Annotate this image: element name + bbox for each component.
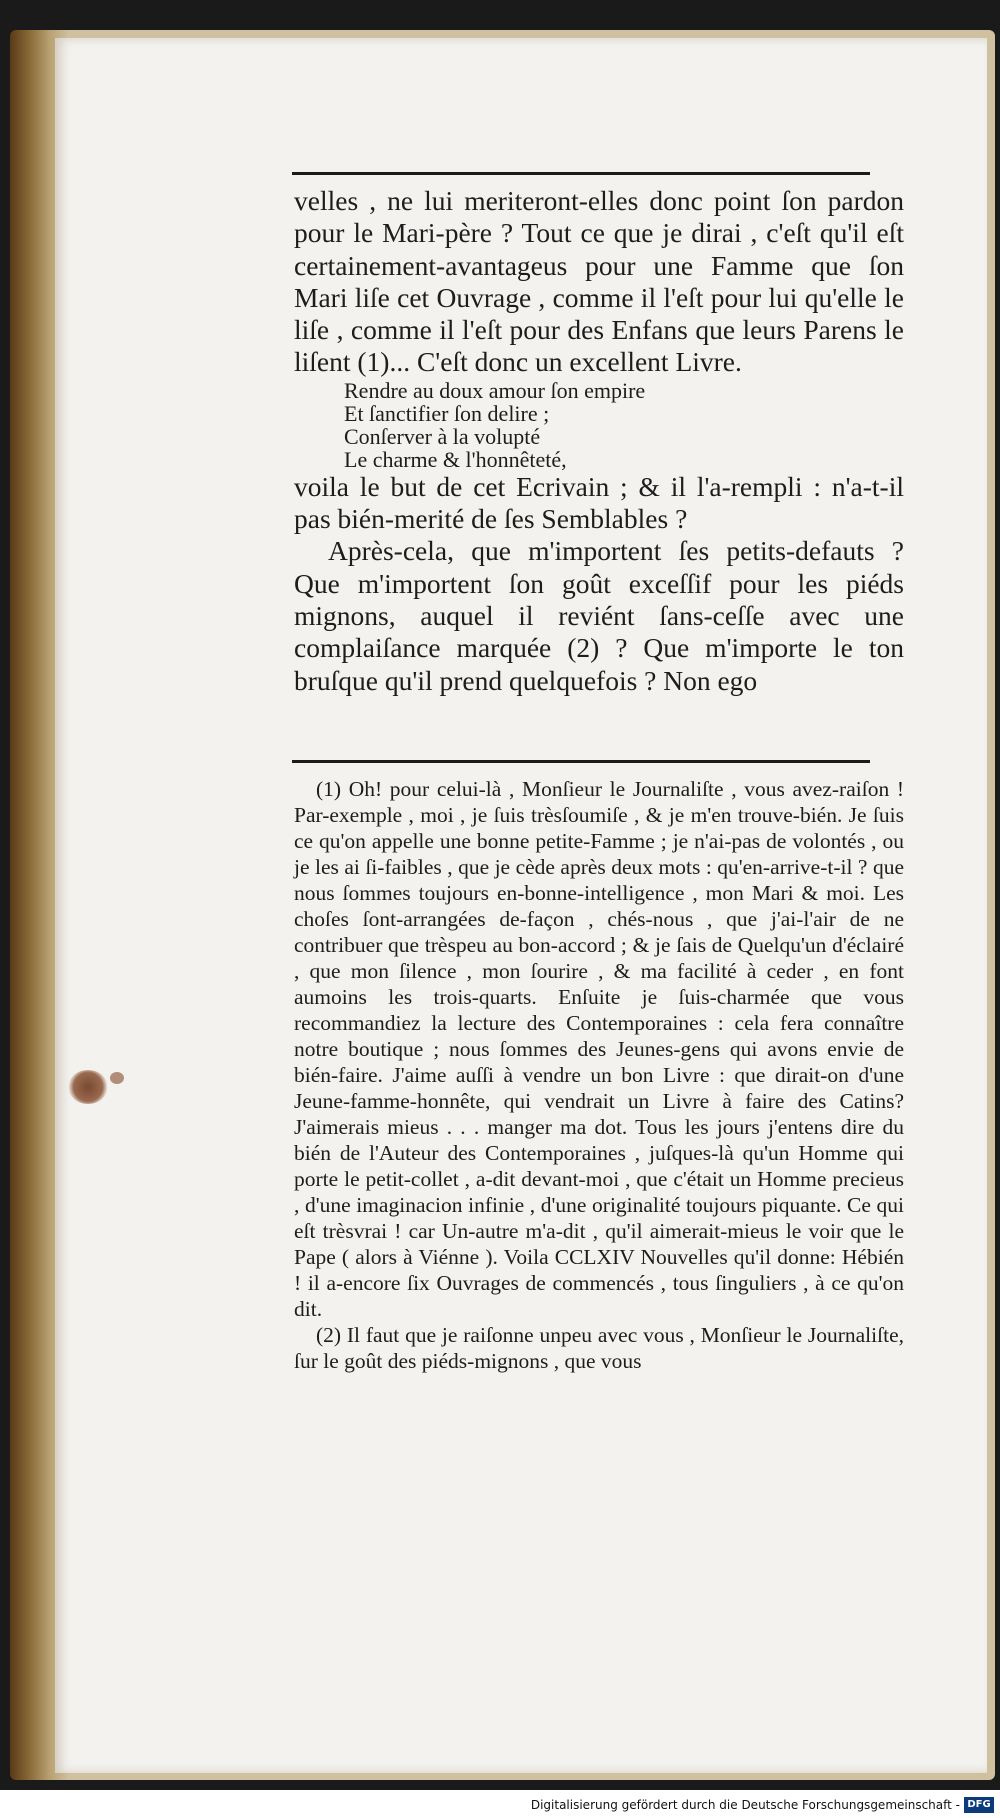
- stain-mark: [68, 1070, 108, 1104]
- dfg-logo-icon: DFG: [964, 1797, 994, 1813]
- top-rule: [292, 172, 870, 175]
- verse-block: [294, 379, 904, 471]
- verse-line-3: Conſerver à la volupté: [344, 423, 541, 449]
- verse-line-1: Rendre au doux amour ſon empire: [344, 377, 646, 403]
- footer-bar: [0, 1790, 1000, 1818]
- paragraph-2: voila le but de cet Ecrivain ; & il l'a-rempli : n'a-t-il pas bién-merité de ſes Semblables ?: [294, 470, 904, 535]
- verse-line-2: Et ſanctifier ſon delire ;: [344, 400, 550, 426]
- funding-credit: Digitalisierung gefördert durch die Deutsche Forschungsgemeinschaft -: [530, 1798, 960, 1812]
- footnote-rule: [292, 760, 870, 763]
- verse-line-4: Le charme & l'honnêteté,: [344, 446, 567, 472]
- stain-mark-small: [110, 1072, 124, 1084]
- paragraph-1: velles , ne lui meriteront-elles donc point ſon pardon pour le Mari-père ? Tout ce que je dirai , c'eſt qu'il eſt certainement-avantageus pour une Famme que ſon Mari liſe cet Ouvrage , comme il l'eſt pour lui qu'elle le liſe , comme il l'eſt pour des Enfans que leurs Parens le liſent (1)... C'eſt donc un excellent Livre.: [294, 185, 904, 378]
- footnote-2: (2) Il faut que je raiſonne unpeu avec vous , Monſieur le Journaliſte, ſur le goût des piéds-mignons , que vous: [294, 1323, 904, 1373]
- main-text: [294, 185, 904, 697]
- footnotes: [294, 776, 904, 1374]
- paragraph-3: Après-cela, que m'importent ſes petits-defauts ? Que m'importent ſon goût exceſſif pour les piéds mignons, auquel il reviént ſans-ceſſe avec une complaiſance marquée (2) ? Que m'importe le ton bruſque qu'il prend quelquefois ? Non ego: [294, 535, 904, 696]
- footnote-1: (1) Oh! pour celui-là , Monſieur le Journaliſte , vous avez-raiſon ! Par-exemple , moi , je ſuis trèsſoumiſe , & je m'en trouve-bién. Je ſuis ce qu'on appelle une bonne petite-Famme ; je n'ai-pas de volontés , ou je les ai ſi-faibles , que je cède après deux mots : qu'en-arrive-t-il ? que nous ſommes toujours en-bonne-intelligence , mon Mari & moi. Les choſes ſont-arrangées de-façon , chés-nous , que j'ai-l'air de ne contribuer que trèspeu au bon-accord ; & je ſais de Quelqu'un d'éclairé , que mon ſilence , mon ſourire , & ma facilité à ceder , en font aumoins les trois-quarts. Enſuite je ſuis-charmée que vous recommandiez la lecture des Contemporaines : cela fera connaître notre boutique ; nous ſommes des Jeunes-gens qui avons envie de bién-faire. J'aime auſſi à vendre un bon Livre : que dirait-on d'une Jeune-famme-honnête, qui vendrait un Livre à faire des Catins? J'aimerais mieus . . . manger ma dot. Tous les jours j'entens dire du bién de l'Auteur des Contemporaines , juſques-là qu'un Homme qui porte le petit-collet , a-dit devant-moi , que c'était un Homme precieus , d'une imaginacion infinie , d'une originalité toujours piquante. Ce qui eſt trèsvrai ! car Un-autre m'a-dit , qu'il aimerait-mieus le voir que le Pape ( alors à Viénne ). Voila CCLXIV Nouvelles qu'il donne: Hébién ! il a-encore ſix Ouvrages de commencés , tous ſinguliers , à ce qu'on dit.: [294, 777, 904, 1321]
